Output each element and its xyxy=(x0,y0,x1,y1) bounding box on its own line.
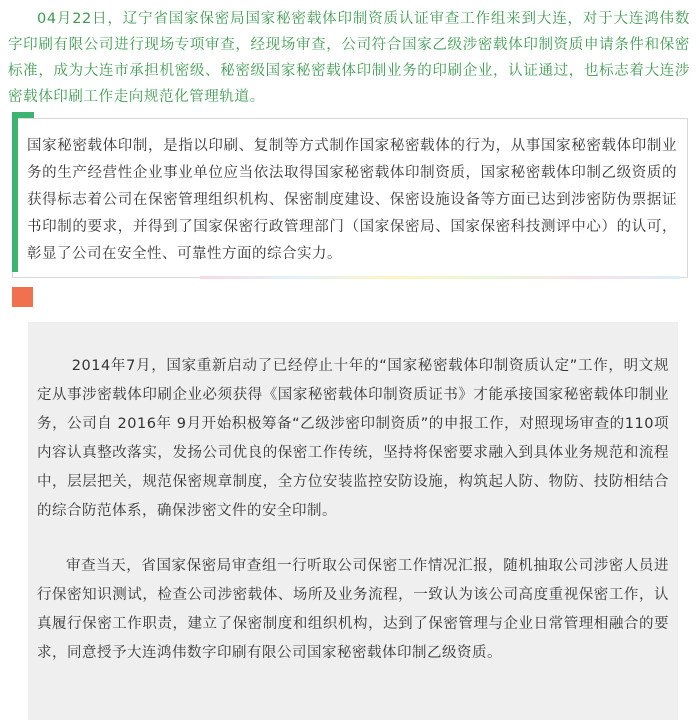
body-paragraph-2: 审查当天，省国家保密局审查组一行听取公司保密工作情况汇报，随机抽取公司涉密人员进行保密知识测试，检查公司涉密载体、场所及业务流程，一致认为该公司高度重视保密工作，认真履行保密工作职责，建立了保密制度和组织机构，达到了保密管理与企业日常管理相融合的要求，同意授予大连鸿伟数字印刷有限公司国家秘密载体印制乙级资质。 xyxy=(37,558,669,661)
body-paragraph-1: 2014年7月，国家重新启动了已经停止十年的“国家秘密载体印制资质认定”工作，明文规定从事涉密载体印刷企业必须获得《国家秘密载体印制资质证书》才能承接国家秘密载体印制业务，公司自 2016年 9月开始积极筹备“乙级涉密印制资质”的申报工作，对照现场审查的110项内容认真整改落实，发扬公司优良的保密工作传统，坚持将保密要求融入到具体业务规范和流程中，层层把关，规范保密规章制度，全方位安装监控安防设施，构筑起人防、物防、技防相结合的综合防范体系，确保涉密文件的安全印制。 xyxy=(37,358,669,519)
callout-accent-tab xyxy=(12,112,34,118)
callout-text: 国家秘密载体印制，是指以印刷、复制等方式制作国家秘密载体的行为，从事国家秘密载体印制业务的生产经营性企业事业单位应当依法取得国家秘密载体印制资质，国家秘密载体印制乙级资质的获得标志着公司在保密管理组织机构、保密制度建设、保密设施设备等方面已达到涉密防伪票据证书印制的要求，并得到了国家保密行政管理部门（国家保密局、国家保密科技测评中心）的认可，彰显了公司在安全性、可靠性方面的综合实力。 xyxy=(27,138,677,262)
decorative-divider xyxy=(200,276,680,279)
section-marker xyxy=(12,287,33,307)
callout-accent-bar xyxy=(12,112,18,272)
intro-paragraph: 04月22日，辽宁省国家保密局国家秘密载体印制资质认证审查工作组来到大连，对于大连鸿伟数字印刷有限公司进行现场专项审查，经现场审查，公司符合国家乙级涉密载体印制资质申请条件和保密标准，成为大连市承担机密级、秘密级国家秘密载体印制业务的印刷企业，认证通过，也标志着大连涉密载体印刷工作走向规范化管理轨道。 xyxy=(8,11,690,105)
